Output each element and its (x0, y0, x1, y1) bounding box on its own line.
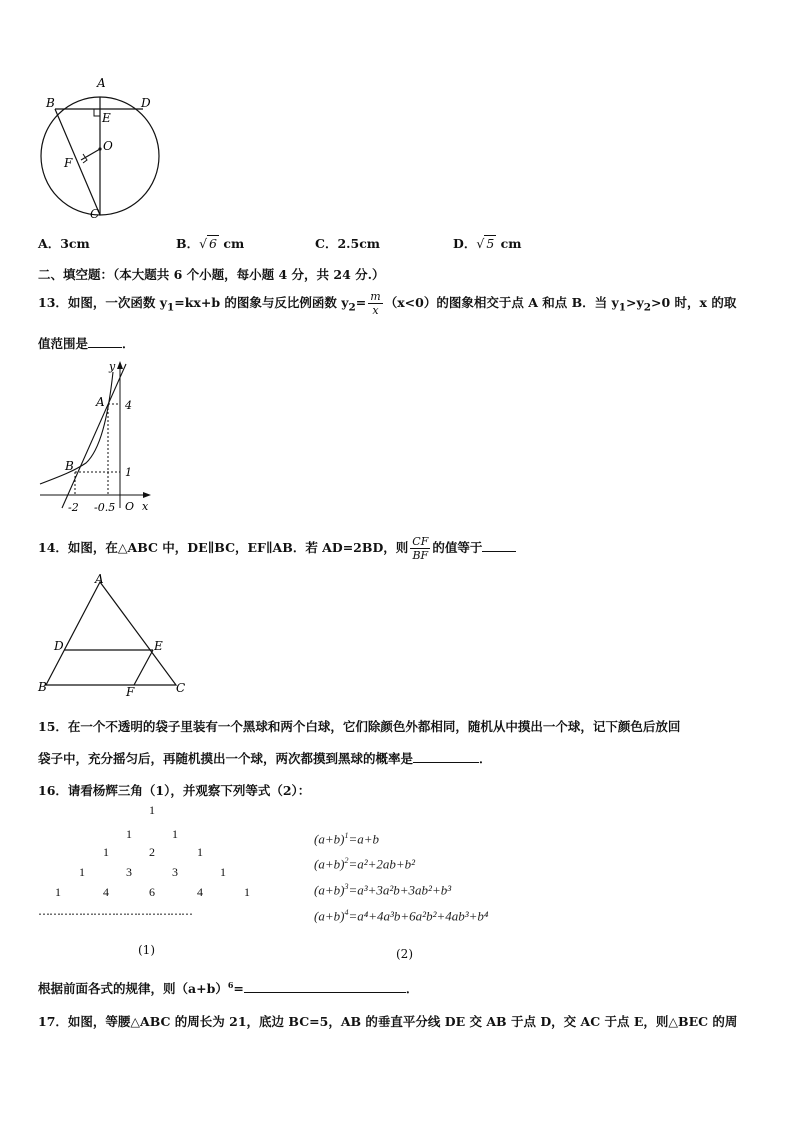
q13-tick-minus2: -2 (68, 501, 79, 514)
binomial-eq-1 (314, 831, 379, 847)
q13-point-b-label: B (65, 459, 74, 473)
eq-lhs: (a+b) (314, 856, 345, 872)
q17-line1: 17．如图，等腰△ABC 的周长为 21，底边 BC=5，AB 的垂直平分线 DE 交 AB 于点 D，交 AC 于点 E，则△BEC 的周 (38, 1014, 738, 1029)
q14-text: 的值等于 (432, 540, 483, 555)
q14-label-d: D (54, 639, 64, 653)
eq-rhs: =a²+2ab+b² (348, 856, 416, 872)
eq-lhs: (a+b) (314, 831, 345, 847)
yanghui-row3-n1: 1 (103, 845, 109, 859)
yanghui-row3-n2: 2 (149, 845, 155, 859)
q14-line1 (38, 535, 516, 562)
q13-text: >y (626, 295, 644, 310)
option-letter: A． (38, 236, 61, 251)
subscript: 1 (618, 301, 627, 314)
q15-text: 袋子中，充分摇匀后，再随机摸出一个球，两次都摸到黑球的概率是 (38, 751, 414, 766)
q15-answer-blank[interactable] (413, 750, 479, 763)
eq-exponent: 1 (344, 831, 349, 840)
yanghui-row2-n2: 1 (172, 827, 178, 841)
yanghui-row5-n4: 4 (197, 885, 203, 899)
yanghui-row5-n1: 1 (55, 885, 61, 899)
q16-text: ． (405, 981, 419, 996)
q13-tick-4: 4 (125, 399, 132, 412)
q12-label-c: C (90, 207, 100, 221)
yanghui-row5-n3: 6 (149, 885, 155, 899)
q13-point-a-label: A (96, 395, 105, 409)
q16-answer-blank[interactable] (244, 980, 406, 993)
superscript: 6 (227, 979, 234, 990)
section-heading-fill-blank: 二、填空题：（本大题共 6 个小题，每小题 4 分，共 24 分.） (38, 267, 385, 282)
q13-fraction (368, 290, 382, 317)
q13-axis-y-label: y (109, 360, 116, 373)
subscript: 2 (643, 301, 652, 314)
q13-text: >0 时，x 的取 (651, 295, 737, 310)
q13-answer-blank[interactable] (88, 335, 122, 348)
numerator: m (370, 290, 381, 303)
sqrt-expression: √ 5 (476, 236, 495, 251)
q13-text: 值范围是 (38, 336, 89, 351)
option-unit: cm (223, 236, 245, 251)
q15-line1: 15．在一个不透明的袋子里装有一个黑球和两个白球，它们除颜色外都相同，随机从中摸出一个球，记下颜色后放回 (38, 719, 681, 734)
q14-fraction (410, 535, 430, 562)
q14-label-a: A (95, 572, 104, 586)
q13-text: 13．如图，一次函数 y (38, 295, 168, 310)
q14-text: 14．如图，在△ABC 中，DE∥BC，EF∥AB．若 AD=2BD，则 (38, 540, 409, 555)
binomial-caption: (2) (396, 947, 413, 961)
yanghui-row1-n1: 1 (149, 803, 155, 817)
eq-exponent: 2 (344, 856, 349, 865)
q14-label-c: C (176, 681, 186, 695)
q12-label-a: A (97, 76, 106, 90)
q13-axis-x-label: x (142, 500, 149, 513)
q15-line2 (38, 749, 492, 767)
eq-exponent: 4 (344, 908, 349, 917)
yanghui-row2-n1: 1 (126, 827, 132, 841)
q12-option-b (176, 234, 244, 252)
eq-lhs: (a+b) (314, 882, 345, 898)
denominator: BF (412, 549, 429, 562)
yanghui-row4-n3: 3 (172, 865, 178, 879)
q13-origin-label: O (125, 500, 135, 513)
q12-label-e: E (102, 111, 111, 125)
q15-text: ． (479, 751, 492, 766)
q13-text: =kx+b 的图象与反比例函数 y (174, 295, 349, 310)
denominator: x (372, 304, 379, 317)
q12-label-f: F (64, 156, 73, 170)
yanghui-row5-n2: 4 (103, 885, 109, 899)
yanghui-row4-n4: 1 (220, 865, 226, 879)
eq-lhs: (a+b) (314, 908, 345, 924)
option-unit: cm (500, 236, 522, 251)
q12-label-d: D (141, 96, 151, 110)
eq-rhs: =a³+3a²b+3ab²+b³ (348, 882, 452, 898)
q14-answer-blank[interactable] (482, 539, 516, 552)
sqrt-expression: √ 6 (199, 236, 217, 251)
q12-option-c (315, 234, 380, 252)
q14-label-e: E (154, 639, 163, 653)
subscript: 1 (167, 301, 175, 314)
yanghui-caption: (1) (138, 943, 155, 957)
q14-label-b: B (38, 680, 47, 694)
q13-text: ． (122, 336, 135, 351)
q13-line1 (38, 290, 736, 317)
q16-line1: 16．请看杨辉三角（1），并观察下列等式（2）： (38, 783, 311, 798)
binomial-eq-3 (314, 882, 451, 898)
yanghui-dots: …………………………………… (38, 904, 192, 918)
yanghui-row5-n5: 1 (244, 885, 250, 899)
q13-text: （x<0）的图象相交于点 A 和点 B．当 y (384, 295, 619, 310)
q14-triangle-figure (34, 568, 194, 700)
option-value: 2.5cm (337, 236, 381, 251)
q12-label-o: O (103, 139, 113, 153)
radicand: 6 (209, 236, 217, 251)
q12-label-b: B (46, 96, 55, 110)
eq-rhs: =a⁴+4a³b+6a²b²+4ab³+b⁴ (348, 908, 489, 924)
numerator: CF (412, 535, 429, 548)
q12-option-a (38, 234, 90, 252)
yanghui-row4-n1: 1 (79, 865, 85, 879)
q13-tick-1: 1 (125, 466, 132, 479)
q16-question (38, 979, 418, 997)
q13-line2 (38, 334, 135, 352)
yanghui-row4-n2: 3 (126, 865, 132, 879)
q16-text: = (233, 981, 244, 996)
option-letter: D． (453, 236, 477, 251)
radicand: 5 (486, 236, 495, 251)
eq-rhs: =a+b (348, 831, 379, 847)
q12-option-d (453, 234, 521, 252)
yanghui-row3-n3: 1 (197, 845, 203, 859)
subscript: 2 (348, 301, 356, 314)
q13-text: = (355, 295, 367, 310)
option-letter: B． (176, 236, 200, 251)
q13-tick-minus05: -0.5 (94, 501, 116, 514)
q13-function-graph (36, 358, 156, 518)
eq-exponent: 3 (344, 882, 349, 891)
binomial-eq-4 (314, 908, 488, 924)
q14-label-f: F (126, 685, 135, 699)
option-value: 3cm (60, 236, 90, 251)
q16-text: 根据前面各式的规律，则（a+b） (38, 981, 228, 996)
q12-circle-figure (34, 74, 164, 224)
binomial-eq-2 (314, 856, 415, 872)
option-letter: C． (315, 236, 338, 251)
